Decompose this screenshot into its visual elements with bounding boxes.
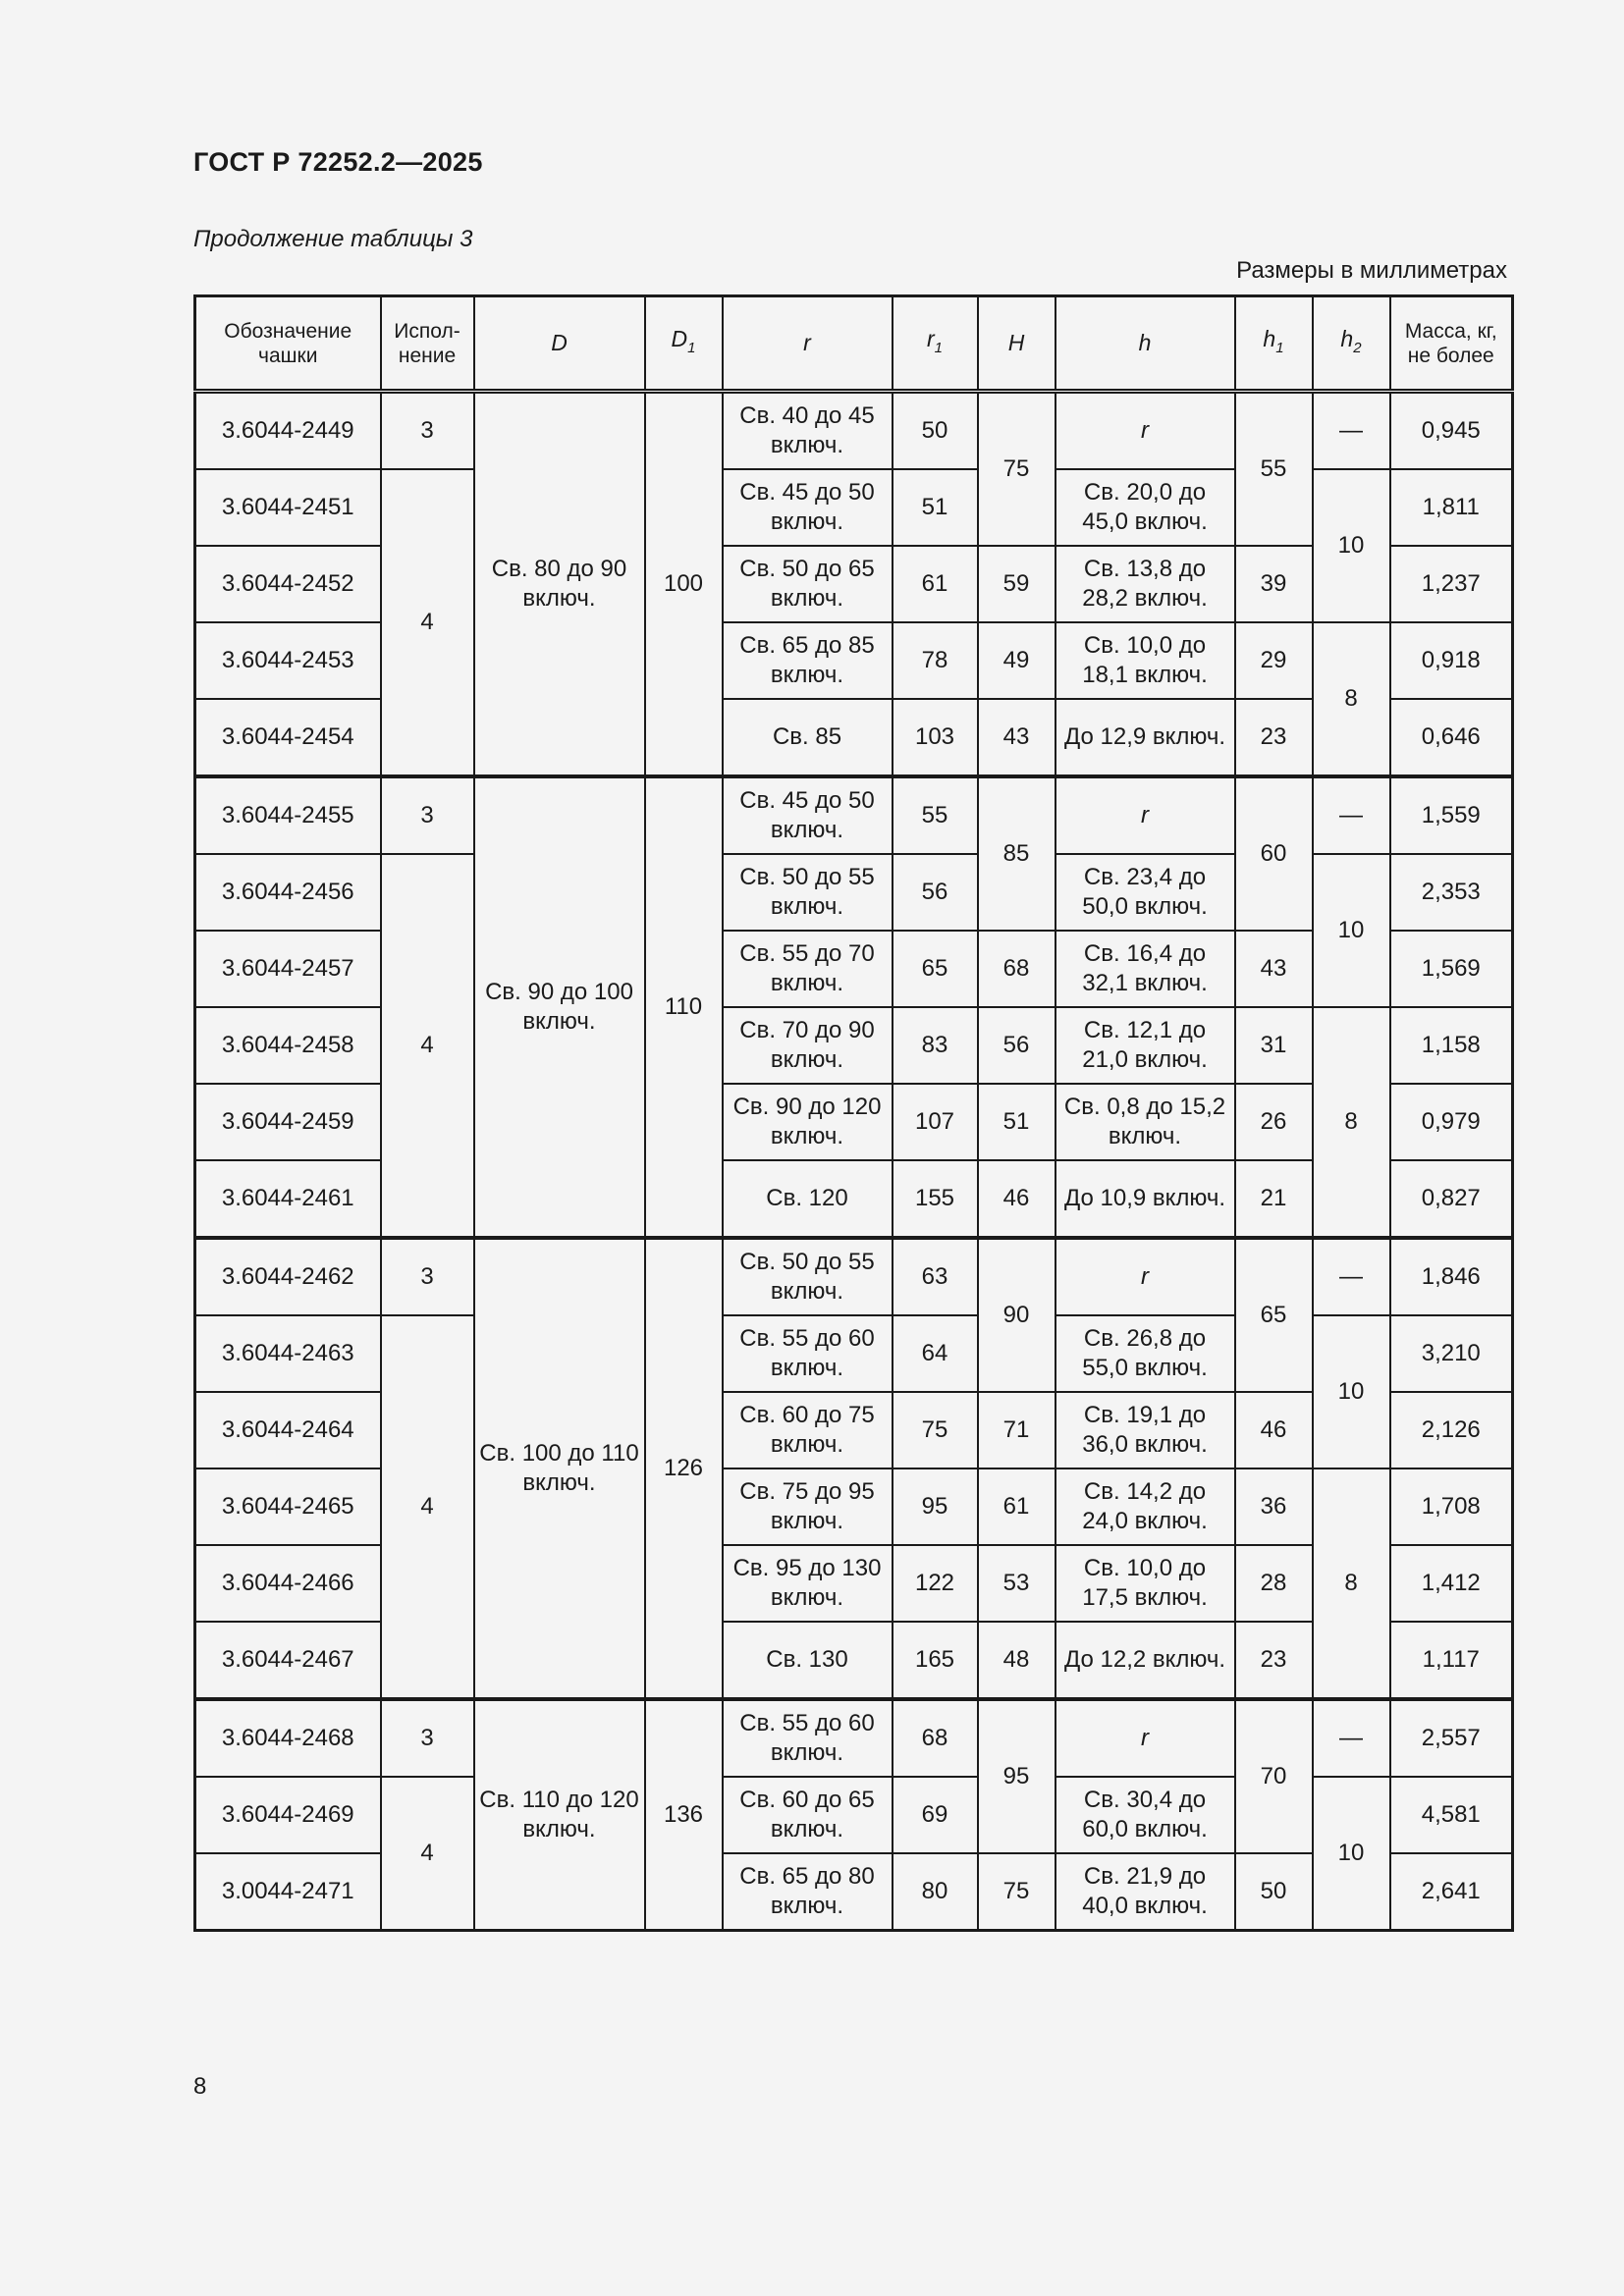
- cell-r: Св. 50 до 55 включ.: [723, 1238, 893, 1315]
- cell-h: r: [1056, 1699, 1235, 1777]
- cell-h: Св. 12,1 до 21,0 включ.: [1056, 1007, 1235, 1084]
- cell-h1: 70: [1235, 1699, 1313, 1853]
- cell-r: Св. 65 до 80 включ.: [723, 1853, 893, 1931]
- cell-r: Св. 55 до 60 включ.: [723, 1699, 893, 1777]
- cell-H: 43: [978, 699, 1056, 776]
- cell-H: 56: [978, 1007, 1056, 1084]
- cell-h1: 39: [1235, 546, 1313, 622]
- cell-h: До 12,9 включ.: [1056, 699, 1235, 776]
- cell-h1: 55: [1235, 392, 1313, 547]
- cell-version: 3: [381, 1238, 474, 1315]
- cell-D: Св. 100 до 110 включ.: [474, 1238, 645, 1699]
- cell-h: r: [1056, 1238, 1235, 1315]
- cell-designation: 3.6044-2459: [195, 1084, 381, 1160]
- cell-r: Св. 50 до 65 включ.: [723, 546, 893, 622]
- cell-h2: —: [1313, 1238, 1390, 1315]
- cell-r: Св. 40 до 45 включ.: [723, 392, 893, 470]
- cell-D: Св. 80 до 90 включ.: [474, 392, 645, 777]
- cell-h1: 23: [1235, 699, 1313, 776]
- cell-r: Св. 60 до 65 включ.: [723, 1777, 893, 1853]
- cell-r: Св. 45 до 50 включ.: [723, 776, 893, 854]
- cell-H: 75: [978, 392, 1056, 547]
- cell-r1: 80: [893, 1853, 978, 1931]
- col-h1: $h_1$: [1235, 296, 1313, 392]
- cell-r1: 78: [893, 622, 978, 699]
- cell-version: 4: [381, 854, 474, 1238]
- cell-version: 4: [381, 469, 474, 776]
- cell-r1: 107: [893, 1084, 978, 1160]
- dimensions-table: [193, 294, 1514, 1932]
- cell-h1: 21: [1235, 1160, 1313, 1238]
- table-row: [195, 1315, 1513, 1392]
- cell-r: Св. 120: [723, 1160, 893, 1238]
- table-caption: Продолжение таблицы 3: [193, 226, 473, 252]
- cell-r1: 65: [893, 931, 978, 1007]
- cell-designation: 3.6044-2467: [195, 1622, 381, 1699]
- table-header-row: [195, 296, 1513, 392]
- cell-H: 95: [978, 1699, 1056, 1853]
- cell-H: 68: [978, 931, 1056, 1007]
- cell-h: r: [1056, 776, 1235, 854]
- cell-mass: 0,979: [1390, 1084, 1513, 1160]
- cell-h2: 10: [1313, 1315, 1390, 1468]
- table-row: [195, 392, 1513, 470]
- cell-mass: 0,827: [1390, 1160, 1513, 1238]
- cell-h: Св. 0,8 до 15,2 включ.: [1056, 1084, 1235, 1160]
- cell-r: Св. 45 до 50 включ.: [723, 469, 893, 546]
- cell-H: 61: [978, 1468, 1056, 1545]
- table-row: [195, 776, 1513, 854]
- cell-h1: 43: [1235, 931, 1313, 1007]
- cell-H: 53: [978, 1545, 1056, 1622]
- cell-designation: 3.6044-2456: [195, 854, 381, 931]
- cell-mass: 4,581: [1390, 1777, 1513, 1853]
- cell-designation: 3.6044-2449: [195, 392, 381, 470]
- cell-r1: 68: [893, 1699, 978, 1777]
- cell-mass: 2,353: [1390, 854, 1513, 931]
- cell-designation: 3.6044-2457: [195, 931, 381, 1007]
- cell-h: Св. 20,0 до 45,0 включ.: [1056, 469, 1235, 546]
- cell-h: Св. 23,4 до 50,0 включ.: [1056, 854, 1235, 931]
- cell-h2: 8: [1313, 1007, 1390, 1238]
- units-note: Размеры в миллиметрах: [1236, 257, 1507, 284]
- page-number: 8: [193, 2073, 207, 2100]
- table-row: [195, 469, 1513, 546]
- cell-D: Св. 90 до 100 включ.: [474, 776, 645, 1238]
- cell-r: Св. 70 до 90 включ.: [723, 1007, 893, 1084]
- cell-h2: —: [1313, 392, 1390, 470]
- cell-h1: 60: [1235, 776, 1313, 931]
- document-code: ГОСТ Р 72252.2—2025: [193, 147, 483, 177]
- cell-mass: 1,569: [1390, 931, 1513, 1007]
- cell-h1: 23: [1235, 1622, 1313, 1699]
- cell-r1: 51: [893, 469, 978, 546]
- cell-h2: —: [1313, 1699, 1390, 1777]
- cell-D1: 126: [645, 1238, 723, 1699]
- cell-h: До 12,2 включ.: [1056, 1622, 1235, 1699]
- cell-h: Св. 30,4 до 60,0 включ.: [1056, 1777, 1235, 1853]
- cell-designation: 3.6044-2466: [195, 1545, 381, 1622]
- cell-H: 48: [978, 1622, 1056, 1699]
- cell-r1: 122: [893, 1545, 978, 1622]
- col-mass: Масса, кг, не более: [1390, 296, 1513, 392]
- cell-mass: 1,708: [1390, 1468, 1513, 1545]
- cell-r: Св. 55 до 60 включ.: [723, 1315, 893, 1392]
- cell-H: 71: [978, 1392, 1056, 1468]
- cell-r: Св. 60 до 75 включ.: [723, 1392, 893, 1468]
- cell-h: Св. 10,0 до 18,1 включ.: [1056, 622, 1235, 699]
- cell-r1: 63: [893, 1238, 978, 1315]
- cell-designation: 3.6044-2464: [195, 1392, 381, 1468]
- cell-r: Св. 65 до 85 включ.: [723, 622, 893, 699]
- cell-h2: 8: [1313, 622, 1390, 776]
- cell-mass: 0,945: [1390, 392, 1513, 470]
- cell-h1: 36: [1235, 1468, 1313, 1545]
- cell-designation: 3.6044-2454: [195, 699, 381, 776]
- table-row: [195, 1699, 1513, 1777]
- cell-mass: 0,646: [1390, 699, 1513, 776]
- cell-h1: 31: [1235, 1007, 1313, 1084]
- cell-mass: 1,117: [1390, 1622, 1513, 1699]
- cell-mass: 1,412: [1390, 1545, 1513, 1622]
- cell-r1: 69: [893, 1777, 978, 1853]
- cell-h2: 8: [1313, 1468, 1390, 1699]
- cell-designation: 3.6044-2451: [195, 469, 381, 546]
- cell-mass: 2,641: [1390, 1853, 1513, 1931]
- cell-H: 75: [978, 1853, 1056, 1931]
- cell-h: Св. 26,8 до 55,0 включ.: [1056, 1315, 1235, 1392]
- cell-D1: 136: [645, 1699, 723, 1931]
- cell-h: Св. 19,1 до 36,0 включ.: [1056, 1392, 1235, 1468]
- cell-r: Св. 130: [723, 1622, 893, 1699]
- cell-H: 46: [978, 1160, 1056, 1238]
- col-r1: $r_1$: [893, 296, 978, 392]
- cell-designation: 3.0044-2471: [195, 1853, 381, 1931]
- cell-designation: 3.6044-2452: [195, 546, 381, 622]
- cell-h1: 29: [1235, 622, 1313, 699]
- cell-D1: 100: [645, 392, 723, 777]
- cell-r1: 50: [893, 392, 978, 470]
- table-row: [195, 1238, 1513, 1315]
- cell-designation: 3.6044-2453: [195, 622, 381, 699]
- cell-designation: 3.6044-2468: [195, 1699, 381, 1777]
- cell-designation: 3.6044-2461: [195, 1160, 381, 1238]
- cell-H: 49: [978, 622, 1056, 699]
- cell-mass: 1,846: [1390, 1238, 1513, 1315]
- cell-r1: 155: [893, 1160, 978, 1238]
- cell-H: 90: [978, 1238, 1056, 1392]
- cell-r1: 95: [893, 1468, 978, 1545]
- cell-h2: —: [1313, 776, 1390, 854]
- cell-h: Св. 13,8 до 28,2 включ.: [1056, 546, 1235, 622]
- cell-H: 51: [978, 1084, 1056, 1160]
- cell-r: Св. 55 до 70 включ.: [723, 931, 893, 1007]
- col-D: D: [474, 296, 645, 392]
- cell-H: 59: [978, 546, 1056, 622]
- cell-designation: 3.6044-2469: [195, 1777, 381, 1853]
- cell-designation: 3.6044-2455: [195, 776, 381, 854]
- cell-h: Св. 14,2 до 24,0 включ.: [1056, 1468, 1235, 1545]
- cell-r1: 55: [893, 776, 978, 854]
- cell-r: Св. 75 до 95 включ.: [723, 1468, 893, 1545]
- cell-r1: 83: [893, 1007, 978, 1084]
- col-D1: $D_1$: [645, 296, 723, 392]
- cell-designation: 3.6044-2458: [195, 1007, 381, 1084]
- col-h2: $h_2$: [1313, 296, 1390, 392]
- col-version: Испол- нение: [381, 296, 474, 392]
- cell-version: 4: [381, 1777, 474, 1931]
- cell-designation: 3.6044-2462: [195, 1238, 381, 1315]
- table-row: [195, 854, 1513, 931]
- cell-h1: 28: [1235, 1545, 1313, 1622]
- cell-h: Св. 21,9 до 40,0 включ.: [1056, 1853, 1235, 1931]
- cell-h1: 26: [1235, 1084, 1313, 1160]
- cell-h1: 65: [1235, 1238, 1313, 1392]
- col-designation: Обозначение чашки: [195, 296, 381, 392]
- cell-mass: 1,237: [1390, 546, 1513, 622]
- cell-h: Св. 16,4 до 32,1 включ.: [1056, 931, 1235, 1007]
- cell-version: 3: [381, 1699, 474, 1777]
- cell-mass: 1,559: [1390, 776, 1513, 854]
- cell-version: 3: [381, 776, 474, 854]
- cell-mass: 1,158: [1390, 1007, 1513, 1084]
- cell-r1: 56: [893, 854, 978, 931]
- cell-h2: 10: [1313, 854, 1390, 1007]
- cell-r: Св. 95 до 130 включ.: [723, 1545, 893, 1622]
- cell-H: 85: [978, 776, 1056, 931]
- table-row: [195, 1777, 1513, 1853]
- cell-mass: 2,557: [1390, 1699, 1513, 1777]
- cell-r1: 103: [893, 699, 978, 776]
- cell-r: Св. 50 до 55 включ.: [723, 854, 893, 931]
- col-H: H: [978, 296, 1056, 392]
- cell-r1: 75: [893, 1392, 978, 1468]
- cell-h: До 10,9 включ.: [1056, 1160, 1235, 1238]
- cell-designation: 3.6044-2465: [195, 1468, 381, 1545]
- cell-r1: 165: [893, 1622, 978, 1699]
- cell-h1: 46: [1235, 1392, 1313, 1468]
- cell-h2: 10: [1313, 469, 1390, 622]
- cell-mass: 3,210: [1390, 1315, 1513, 1392]
- col-h: h: [1056, 296, 1235, 392]
- cell-designation: 3.6044-2463: [195, 1315, 381, 1392]
- cell-r: Св. 90 до 120 включ.: [723, 1084, 893, 1160]
- cell-D1: 110: [645, 776, 723, 1238]
- cell-version: 3: [381, 392, 474, 470]
- cell-r: Св. 85: [723, 699, 893, 776]
- cell-mass: 0,918: [1390, 622, 1513, 699]
- cell-h: Св. 10,0 до 17,5 включ.: [1056, 1545, 1235, 1622]
- cell-r1: 61: [893, 546, 978, 622]
- cell-h: r: [1056, 392, 1235, 470]
- cell-mass: 1,811: [1390, 469, 1513, 546]
- cell-D: Св. 110 до 120 включ.: [474, 1699, 645, 1931]
- cell-r1: 64: [893, 1315, 978, 1392]
- col-r: r: [723, 296, 893, 392]
- cell-h2: 10: [1313, 1777, 1390, 1931]
- cell-version: 4: [381, 1315, 474, 1699]
- cell-h1: 50: [1235, 1853, 1313, 1931]
- cell-mass: 2,126: [1390, 1392, 1513, 1468]
